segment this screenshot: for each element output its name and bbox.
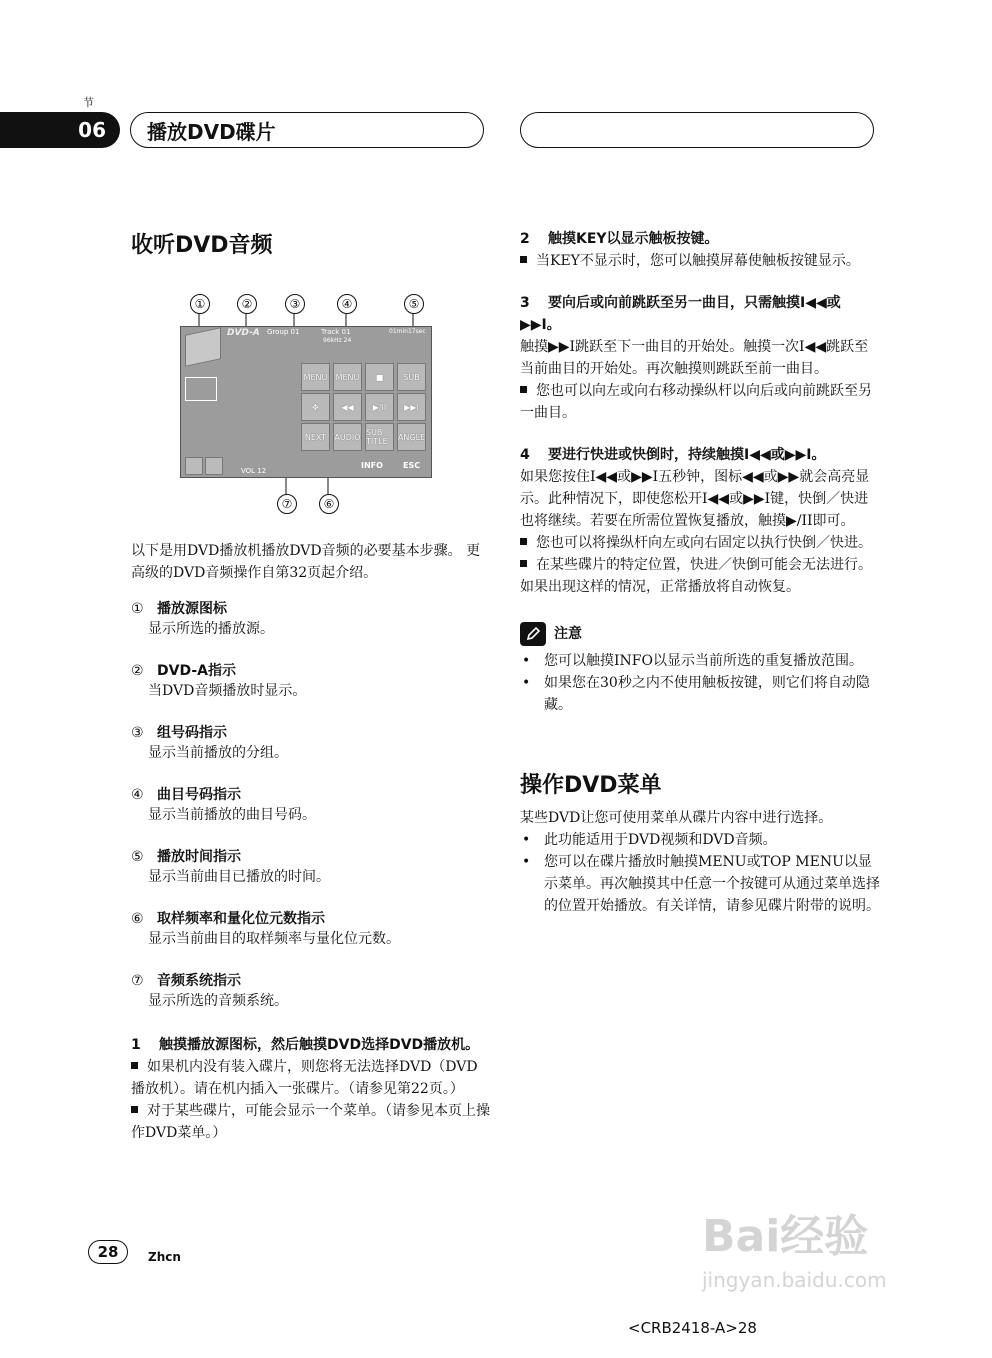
chapter-title: 播放DVD碟片 bbox=[130, 112, 484, 148]
square-bullet-icon bbox=[520, 538, 527, 545]
bullet-text: 您也可以将操纵杆向左或向右固定以执行快倒／快进。 bbox=[536, 535, 872, 551]
legend-title: DVD-A指示 bbox=[157, 663, 236, 679]
btn-angle[interactable]: ANGLE bbox=[397, 423, 426, 451]
square-bullet-icon bbox=[131, 1062, 138, 1069]
callout-1: ① bbox=[190, 294, 210, 314]
info-button[interactable]: INFO bbox=[361, 461, 383, 470]
btn-menu[interactable]: MENU bbox=[301, 363, 330, 391]
legend-desc: 当DVD音频播放时显示。 bbox=[148, 683, 307, 699]
step-2 bbox=[520, 228, 880, 250]
legend-num: ④ bbox=[131, 787, 144, 803]
step-number: 1 bbox=[131, 1037, 141, 1053]
legend-num: ③ bbox=[131, 725, 144, 741]
right-column bbox=[520, 228, 880, 917]
step-text: 触摸播放源图标，然后触摸DVD选择DVD播放机。 bbox=[159, 1037, 480, 1053]
legend-item-4 bbox=[131, 784, 491, 826]
legend-desc: 显示所选的播放源。 bbox=[148, 621, 274, 637]
bullet-text: 您也可以向左或向右移动操纵杆以向后或向前跳跃至另一曲目。 bbox=[520, 383, 872, 421]
section-number-badge: 06 bbox=[0, 112, 120, 148]
page-number: 28 bbox=[88, 1240, 128, 1264]
language-code: Zhcn bbox=[148, 1250, 181, 1264]
step-1-bullet-1 bbox=[131, 1056, 491, 1100]
step-number: 4 bbox=[520, 447, 530, 463]
esc-button[interactable]: ESC bbox=[403, 461, 421, 470]
legend-title: 组号码指示 bbox=[157, 725, 227, 741]
bullet-text: 当KEY不显示时，您可以触摸屏幕使触板按键显示。 bbox=[536, 253, 860, 269]
menu-intro: 某些DVD让您可使用菜单从碟片内容中进行选择。 bbox=[520, 810, 833, 826]
group-indicator: Group 01 bbox=[267, 328, 300, 336]
legend-title: 取样频率和量化位元数指示 bbox=[157, 911, 325, 927]
bullet-text: 如果机内没有装入碟片，则您将无法选择DVD（DVD播放机）。请在机内插入一张碟片。（请参见第22页。） bbox=[131, 1059, 478, 1097]
note-item: • 如果您在30秒之内不使用触板按键，则它们将自动隐藏。 bbox=[520, 672, 880, 716]
step-number: 2 bbox=[520, 231, 530, 247]
section-label: 节 bbox=[83, 96, 94, 109]
btn-audio[interactable]: AUDIO bbox=[333, 423, 362, 451]
btn-sub[interactable]: SUB bbox=[397, 363, 426, 391]
legend-num: ⑦ bbox=[131, 973, 144, 989]
screen-image bbox=[180, 326, 432, 478]
step-3-bullet bbox=[520, 380, 880, 424]
legend-desc: 显示当前曲目已播放的时间。 bbox=[148, 869, 330, 885]
note-header bbox=[520, 622, 880, 646]
bullet-text: 对于某些碟片，可能会显示一个菜单。（请参见本页上操作DVD菜单。） bbox=[131, 1103, 490, 1141]
btn-stop[interactable]: ■ bbox=[365, 363, 394, 391]
document-code: <CRB2418-A>28 bbox=[628, 1319, 757, 1337]
dvd-audio-screen-figure bbox=[180, 292, 434, 514]
section-heading: 收听DVD音频 bbox=[131, 233, 273, 258]
step-3 bbox=[520, 292, 880, 336]
bullet-text: 在某些碟片的特定位置，快进／快倒可能会无法进行。如果出现这样的情况，正常播放将自动恢复。 bbox=[520, 557, 872, 595]
callout-4: ④ bbox=[337, 294, 357, 314]
callout-2: ② bbox=[237, 294, 257, 314]
menu-item: • 您可以在碟片播放时触摸MENU或TOP MENU以显示菜单。再次触摸其中任意一个按键可从通过菜单选择的位置开始播放。有关详情，请参见碟片附带的说明。 bbox=[520, 851, 880, 917]
pencil-note-icon bbox=[520, 622, 546, 646]
source-icon bbox=[185, 327, 221, 367]
audio-system-icon bbox=[185, 377, 217, 401]
menu-item: • 此功能适用于DVD视频和DVD音频。 bbox=[520, 829, 880, 851]
legend-item-7 bbox=[131, 970, 491, 1012]
note-list bbox=[520, 650, 880, 716]
legend-desc: 显示当前播放的分组。 bbox=[148, 745, 288, 761]
step-1-bullet-2 bbox=[131, 1100, 491, 1144]
volume-indicator: VOL 12 bbox=[241, 467, 267, 475]
watermark-line2: jingyan.baidu.com bbox=[702, 1268, 887, 1292]
dvd-a-indicator: DVD-A bbox=[227, 328, 260, 338]
legend-num: ② bbox=[131, 663, 144, 679]
chevron-down-icon[interactable] bbox=[185, 457, 203, 475]
legend-item-2 bbox=[131, 660, 491, 702]
step-number: 3 bbox=[520, 295, 530, 311]
legend-desc: 显示当前播放的曲目号码。 bbox=[148, 807, 316, 823]
header-empty-pill bbox=[520, 112, 874, 148]
play-time-indicator: 01min17sec bbox=[389, 328, 426, 335]
step-2-bullet bbox=[520, 250, 880, 272]
callout-3: ③ bbox=[285, 294, 305, 314]
btn-subtitle[interactable]: SUB TITLE bbox=[365, 423, 394, 451]
sampling-indicator: 96kHz 24 bbox=[323, 337, 352, 344]
step-4-bullet-1 bbox=[520, 532, 880, 554]
legend-num: ⑤ bbox=[131, 849, 144, 865]
legend-item-3 bbox=[131, 722, 491, 764]
step-4-bullet-2 bbox=[520, 554, 880, 598]
step-1 bbox=[131, 1034, 491, 1056]
callout-7: ⑦ bbox=[277, 494, 297, 514]
square-bullet-icon bbox=[520, 386, 527, 393]
callout-6: ⑥ bbox=[319, 494, 339, 514]
legend-num: ① bbox=[131, 601, 144, 617]
btn-prev[interactable]: ◀◀ bbox=[333, 393, 362, 421]
legend-desc: 显示所选的音频系统。 bbox=[148, 993, 288, 1009]
btn-next[interactable]: ▶▶I bbox=[397, 393, 426, 421]
legend-item-6 bbox=[131, 908, 491, 950]
step-text: 触摸KEY以显示触板按键。 bbox=[548, 231, 719, 247]
step-text: 要进行快进或快倒时，持续触摸I◀◀或▶▶I。 bbox=[548, 447, 826, 463]
intro-paragraph: 以下是用DVD播放机播放DVD音频的必要基本步骤。 更高级的DVD音频操作自第32页起介绍。 bbox=[131, 543, 481, 581]
step-4-paragraph: 如果您按住I◀◀或▶▶I五秒钟，图标◀◀或▶▶就会高亮显示。此种情况下，即使您松开I◀◀或▶▶I键，快倒／快进也将继续。若要在所需位置恢复播放，触摸▶/II即可。 bbox=[520, 469, 870, 529]
menu-list bbox=[520, 829, 880, 917]
watermark-line1: Bai经验 bbox=[702, 1211, 869, 1262]
square-bullet-icon bbox=[520, 256, 527, 263]
chevron-up-icon[interactable] bbox=[205, 457, 223, 475]
track-indicator: Track 01 bbox=[321, 328, 351, 336]
callout-5: ⑤ bbox=[404, 294, 424, 314]
legend-title: 曲目号码指示 bbox=[157, 787, 241, 803]
legend-title: 播放时间指示 bbox=[157, 849, 241, 865]
left-text-block bbox=[131, 540, 491, 1144]
legend-num: ⑥ bbox=[131, 911, 144, 927]
watermark-logo bbox=[702, 1200, 932, 1320]
note-item: • 您可以触摸INFO以显示当前所选的重复播放范围。 bbox=[520, 650, 880, 672]
square-bullet-icon bbox=[520, 560, 527, 567]
step-3-paragraph: 触摸▶▶I跳跃至下一曲目的开始处。触摸一次I◀◀跳跃至当前曲目的开始处。再次触摸则跳跃至前一曲目。 bbox=[520, 339, 869, 377]
note-label: 注意 bbox=[554, 626, 582, 642]
legend-title: 音频系统指示 bbox=[157, 973, 241, 989]
left-column bbox=[131, 228, 491, 259]
step-text: 要向后或向前跳跃至另一曲目，只需触摸I◀◀或▶▶I。 bbox=[520, 295, 841, 333]
legend-desc: 显示当前曲目的取样频率与量化位元数。 bbox=[148, 931, 400, 947]
square-bullet-icon bbox=[131, 1106, 138, 1113]
btn-next-page[interactable]: NEXT bbox=[301, 423, 330, 451]
menu-heading: 操作DVD菜单 bbox=[520, 773, 662, 798]
btn-play-pause[interactable]: ▶/II bbox=[365, 393, 394, 421]
step-4 bbox=[520, 444, 880, 466]
btn-top-menu[interactable]: MENU bbox=[333, 363, 362, 391]
legend-item-1 bbox=[131, 598, 491, 640]
legend-title: 播放源图标 bbox=[157, 601, 227, 617]
btn-joystick[interactable]: ✥ bbox=[301, 393, 330, 421]
legend-item-5 bbox=[131, 846, 491, 888]
